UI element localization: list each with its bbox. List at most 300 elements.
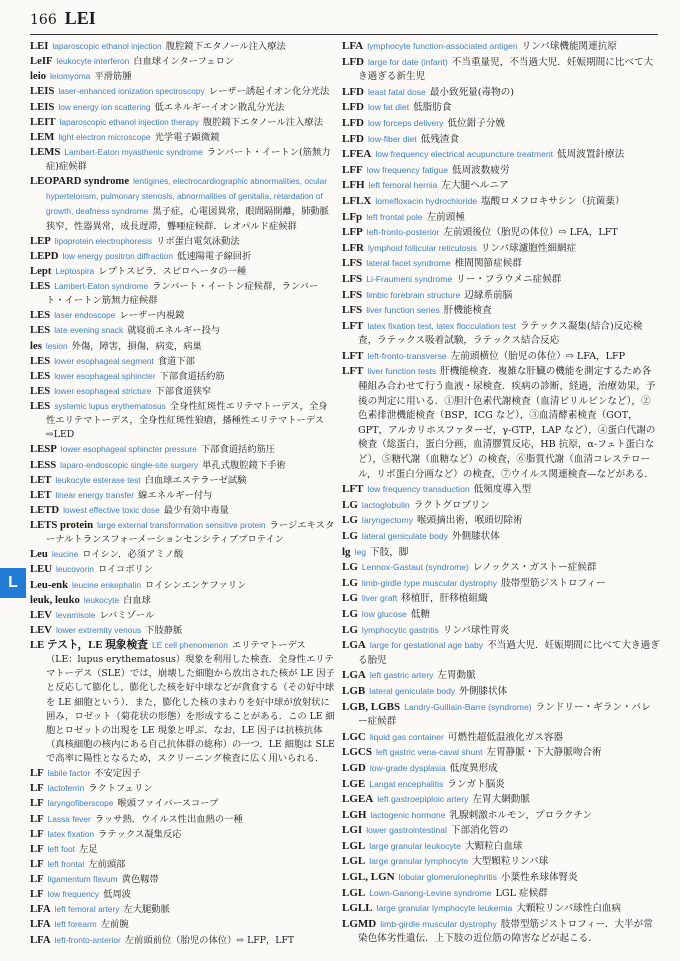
dictionary-entry: [30, 842, 336, 857]
entry-english-term: large granular leukocyte: [369, 840, 461, 851]
entry-english-term: limb-girdle muscular dystrophy: [380, 918, 497, 929]
entry-english-term: lower extremity venous: [55, 624, 142, 635]
entry-definition: リンパ球性胃炎: [442, 624, 510, 636]
dictionary-entry: [30, 796, 336, 811]
entry-abbreviation: LG: [342, 576, 358, 589]
dictionary-entry: [342, 808, 660, 824]
entry-english-term: lowest effective toxic dose: [63, 504, 160, 515]
dictionary-entry: [30, 458, 336, 473]
entry-definition: 下部消化管の: [450, 825, 509, 837]
entry-english-term: low energy positron diffraction: [62, 250, 174, 261]
entry-abbreviation: LF: [30, 827, 44, 840]
entry-abbreviation: LGL, LGN: [342, 871, 395, 884]
entry-definition: 喉頭摘出術，喉頭切除術: [417, 515, 523, 527]
dictionary-entry: [342, 303, 660, 319]
entry-definition: 乳腺刺激ホルモン，プロラクチン: [449, 809, 593, 821]
dictionary-entry: [342, 132, 660, 148]
dictionary-entry: [342, 364, 660, 482]
dictionary-entry: [342, 288, 660, 304]
entry-abbreviation: LGA: [342, 669, 366, 682]
entry-definition: ランバート・イートン症候群，ランバート・イートン筋無力症候群: [46, 281, 319, 307]
entry-definition: ラージエキスターナルトランスフォーメーションセンシティブプロテイン: [46, 520, 335, 546]
entry-abbreviation: LFA: [30, 903, 51, 916]
entry-definition: ランガト脳炎: [447, 778, 505, 790]
entry-abbreviation: LGD: [342, 761, 366, 774]
entry-definition: ロイシン．必須アミノ酸: [82, 549, 184, 561]
entry-abbreviation: LEP: [30, 234, 51, 247]
entry-english-term: lower esophageal sphincter pressure: [60, 444, 197, 455]
entry-english-term: latex fixation: [47, 828, 94, 839]
entry-definition: 黒子症，心電図異常，眼間隔開離，肺動脈狭窄，性器異常，成長遅滞，聾唖症候群．レオパルド症候群: [46, 206, 329, 232]
entry-abbreviation: LEIT: [30, 115, 56, 128]
entry-english-term: left gastric vena-caval shunt: [375, 747, 483, 758]
entry-definition: 食道下部: [157, 355, 195, 367]
entry-english-term: left gastroepiploic artery: [377, 794, 469, 805]
entry-english-term: low-grade dysplasia: [369, 762, 446, 773]
entry-definition: 黄色靱帯: [121, 874, 159, 885]
thumb-index-tab: L: [0, 568, 26, 598]
entry-english-term: lobular glomerulonephritis: [398, 872, 497, 883]
entry-english-term: large for gestational age baby: [369, 640, 484, 651]
entry-english-term: left frontal: [47, 858, 85, 869]
entry-english-term: Lown-Ganong-Levine syndrome: [369, 887, 492, 898]
dictionary-entry: [342, 839, 660, 855]
dictionary-entry: [30, 39, 336, 54]
entry-abbreviation: LFP: [342, 226, 363, 239]
entry-definition: 最少有効中毒量: [163, 504, 229, 516]
entry-english-term: left-fronto-anterior: [54, 934, 121, 945]
entry-definition: 左前頭極: [426, 211, 465, 223]
entry-abbreviation: LF: [30, 888, 44, 901]
entry-definition: 低エネルギーイオン散乱分光法: [154, 101, 285, 113]
entry-definition: ランドリー・ギラン・バレー症候群: [358, 701, 651, 728]
dictionary-entry: [342, 349, 660, 365]
entry-english-term: lentigines, electrocardiographic abnormalities, ocular hypertelorism, pulmonary stenosis, abnormalities of genitalia, retardation of growth, deafness syndrome: [46, 176, 328, 217]
entry-english-term: left frontal pole: [366, 211, 423, 222]
entry-english-term: LE cell phenomenon: [151, 640, 228, 650]
entry-definition: 外傷，障害，損傷，病変，病巣: [71, 340, 202, 352]
dictionary-entry: [30, 593, 336, 608]
dictionary-entry: [342, 684, 660, 700]
entry-english-term: lateral geniculate body: [369, 685, 456, 696]
entry-abbreviation: LF: [30, 797, 44, 810]
dictionary-entry: [342, 745, 660, 761]
entry-english-term: systemic lupus erythematosus: [54, 401, 166, 411]
entry-definition: 下部食道狭窄: [155, 385, 212, 397]
dictionary-entry: [342, 777, 660, 793]
dictionary-entry: [342, 55, 660, 85]
entry-english-term: large for date (infant): [368, 56, 448, 67]
dictionary-entry: [30, 518, 336, 547]
dictionary-entry: [30, 100, 336, 115]
dictionary-entry: [342, 163, 660, 179]
entry-abbreviation: LFS: [342, 257, 363, 270]
entry-english-term: low forceps delivery: [368, 117, 444, 128]
dictionary-entry: [30, 857, 336, 872]
entry-definition: 低周波数疲労: [452, 164, 510, 176]
entry-abbreviation: LF: [30, 782, 44, 795]
entry-abbreviation: Leu: [30, 548, 48, 561]
dictionary-entry: [342, 560, 660, 576]
entry-english-term: Leptospira: [55, 265, 95, 276]
entry-abbreviation: LFT: [342, 365, 364, 378]
entry-english-term: low glucose: [361, 608, 407, 619]
entry-abbreviation: LG: [342, 514, 358, 527]
entry-definition: 白血球: [123, 594, 151, 606]
dictionary-entry: [342, 638, 660, 668]
entry-definition: レーザー内視鏡: [119, 310, 185, 322]
dictionary-entry: [342, 319, 660, 349]
entry-definition: 低脂肪食: [413, 102, 452, 114]
entry-abbreviation: LES: [30, 369, 51, 382]
entry-english-term: latex fixation test, latex flocculation test: [367, 320, 516, 331]
entry-definition: ロイコボリン: [97, 564, 154, 576]
entry-definition: レノックス・ガストー症候群: [472, 562, 597, 574]
entry-abbreviation: LEU: [30, 563, 52, 576]
entry-definition: レバミゾール: [99, 609, 155, 621]
dictionary-entry: [30, 279, 336, 308]
entry-definition: 大型顆粒リンパ球: [472, 856, 549, 868]
entry-english-term: levamisole: [55, 609, 96, 620]
entry-english-term: Li-Fraumeni syndrome: [366, 273, 453, 284]
entry-english-term: leiomyoma: [50, 71, 91, 82]
entry-abbreviation: LFS: [342, 288, 363, 301]
entry-abbreviation: LES: [30, 384, 51, 397]
entry-english-term: left foot: [47, 843, 75, 854]
dictionary-entry: [30, 488, 336, 503]
page-header: [30, 8, 96, 32]
entry-abbreviation: LGCS: [342, 746, 372, 759]
dictionary-entry: [342, 545, 660, 561]
entry-abbreviation: LES: [30, 400, 51, 412]
entry-definition: 全身性紅斑性エリテマトーデス，全身性エリテマトーデス，全身性紅斑性狼瘡，播種性エリテマトーデス⇨LED: [46, 401, 328, 441]
dictionary-entry: [342, 792, 660, 808]
dictionary-entry: [342, 272, 660, 288]
entry-abbreviation: LETD: [30, 503, 60, 516]
entry-definition: 椎間関節症候群: [454, 258, 522, 270]
entry-definition: 外側膝状体: [459, 685, 508, 697]
entry-english-term: ligamentum flavum: [47, 874, 118, 884]
entry-definition: 低周波: [103, 889, 131, 901]
entry-abbreviation: LF: [30, 812, 44, 825]
entry-abbreviation: LETS protein: [30, 519, 94, 531]
entry-definition: レプトスピラ．スピロヘータの一種: [98, 265, 247, 277]
dictionary-entry: [30, 933, 336, 948]
entry-english-term: lomefloxacin hydrochloride: [375, 195, 478, 206]
entry-definition: 不当重量児，不当過大児．妊娠期間に比べて大き過ぎる新生児: [358, 56, 654, 83]
entry-abbreviation: LGLL: [342, 902, 373, 915]
entry-abbreviation: LFD: [342, 85, 364, 98]
entry-abbreviation: LFT: [342, 319, 364, 332]
dictionary-entry: [30, 249, 336, 264]
entry-abbreviation: LGI: [342, 824, 363, 837]
entry-definition: エリテマトーデス（LE：lupus erythematosus）現象を利用した検査．全身性エリテマトーデス（SLE）では，崩壊した細胞から放出された核が LE 因子と反応して膨化し，膨化した核を好中球などが貪食する（その好中球を LE 細胞という）．また，膨化した核のまわりを好中球が放射状に囲み，ロゼット（菊花状の形態）を形成することがある．この LE 細胞とロゼットの出現を LE 現象と呼ぶ．なお，LE 因子は抗核抗体（真核細胞の核内にある自己抗体群の総称）の一つ．LE 細胞は SLE で高率に陽性となるため，スクリーニング検査に広く用いられる．: [46, 640, 335, 764]
entry-definition: 低頻度導入型: [473, 484, 532, 496]
entry-definition: 光学電子顕微鏡: [154, 131, 220, 143]
entry-abbreviation: lg: [342, 545, 351, 558]
entry-english-term: lower esophageal sphincter: [54, 370, 156, 381]
dictionary-entry: [342, 730, 660, 746]
dictionary-entry: [342, 482, 660, 498]
entry-definition: 左前頭部: [88, 858, 126, 870]
entry-definition: 肢帯型筋ジストロフィー: [501, 577, 606, 589]
entry-definition: リンパ球機能関連抗原: [521, 41, 617, 52]
entry-english-term: leukocyte: [83, 594, 120, 605]
dictionary-entry: [30, 234, 336, 249]
entry-abbreviation: LG: [342, 607, 358, 620]
dictionary-entry: [342, 623, 660, 639]
entry-definition: 左大腿動脈: [123, 904, 170, 916]
dictionary-entry: [30, 339, 336, 354]
entry-abbreviation: LEV: [30, 608, 52, 621]
entry-english-term: left femoral hernia: [368, 180, 438, 191]
entry-english-term: liquid gas container: [369, 731, 444, 742]
entry-english-term: low energy ion scattering: [58, 101, 151, 112]
right-column: [342, 39, 660, 947]
entry-english-term: liver graft: [361, 593, 398, 604]
entry-abbreviation: LF: [30, 857, 44, 870]
entry-abbreviation: LFR: [342, 241, 364, 254]
entry-definition: 不当過大児．妊娠期間に比べて大き過ぎる胎児: [358, 640, 660, 666]
entry-abbreviation: LF: [30, 842, 44, 855]
entry-english-term: leucovorin: [55, 564, 94, 575]
entry-english-term: left forearm: [54, 919, 97, 930]
entry-abbreviation: LGB, LGBS: [342, 700, 401, 713]
entry-english-term: Langat encephalitis: [369, 778, 444, 789]
entry-abbreviation: LEMS: [30, 145, 61, 158]
entry-abbreviation: LF: [30, 767, 44, 780]
entry-english-term: leukocyte esterase test: [55, 474, 141, 485]
entry-abbreviation: LGL: [342, 839, 366, 852]
entry-definition: LGL 症候群: [495, 887, 548, 899]
entry-english-term: Lassa fever: [47, 813, 91, 824]
entry-english-term: lymphocytic gastritis: [361, 624, 439, 635]
dictionary-entry: [30, 917, 336, 932]
dictionary-entry: [342, 917, 660, 947]
entry-abbreviation: LEPD: [30, 249, 59, 262]
entry-english-term: lactoferrin: [47, 783, 85, 794]
entry-english-term: large granular lymphocyte leukemia: [376, 903, 513, 914]
dictionary-entry: [342, 241, 660, 257]
entry-abbreviation: LG: [342, 592, 358, 605]
entry-abbreviation: LGL: [342, 855, 366, 868]
dictionary-entry: [30, 638, 336, 766]
dictionary-entry: [30, 608, 336, 623]
dictionary-entry: [342, 591, 660, 607]
entry-abbreviation: LFLX: [342, 194, 372, 207]
entry-abbreviation: LGC: [342, 730, 366, 743]
entry-abbreviation: LES: [30, 280, 51, 292]
dictionary-entry: [30, 902, 336, 917]
entry-definition: ロイシンエンケファリン: [145, 579, 247, 591]
entry-english-term: large external transformation sensitive protein: [97, 520, 266, 530]
entry-english-term: laser-enhanced ionization spectroscopy: [58, 86, 205, 97]
dictionary-entry: [30, 130, 336, 145]
entry-abbreviation: Leu-enk: [30, 578, 69, 591]
guide-word: LEI: [64, 8, 96, 28]
entry-definition: ラクトグロブリン: [413, 499, 490, 511]
entry-abbreviation: LEI: [30, 40, 49, 52]
entry-definition: レーザー誘起イオン化分光法: [208, 86, 330, 98]
entry-definition: 小葉性糸球体腎炎: [500, 872, 578, 884]
entry-definition: 下肢，脚: [370, 546, 409, 558]
entry-abbreviation: LEOPARD syndrome: [30, 175, 130, 188]
dictionary-entry: [342, 498, 660, 514]
entry-abbreviation: leio: [30, 70, 47, 83]
entry-abbreviation: LGA: [342, 639, 366, 652]
dictionary-entry: [342, 256, 660, 272]
entry-definition: 下部食道括約筋圧: [200, 444, 276, 456]
entry-definition: 低位鉗子分娩: [447, 117, 506, 129]
header-rule: [30, 34, 658, 35]
entry-english-term: laryngofiberscope: [47, 798, 114, 809]
entry-abbreviation: LES: [30, 354, 51, 367]
entry-definition: 肝機能検査: [443, 305, 492, 317]
entry-definition: 左前頭横位（胎児の体位）⇨ LFA，LFP: [450, 350, 626, 362]
entry-english-term: low frequency electrical acupuncture treatment: [375, 149, 554, 160]
entry-english-term: liver function tests: [367, 366, 437, 377]
entry-english-term: left gastric artery: [369, 670, 434, 681]
dictionary-entry: [30, 578, 336, 593]
dictionary-entry: [342, 513, 660, 529]
entry-definition: 左足: [79, 843, 98, 855]
entry-definition: 移植肝，肝移植組織: [401, 593, 488, 605]
left-column: [30, 39, 336, 948]
entry-abbreviation: LFT: [342, 483, 364, 496]
dictionary-entry: [342, 225, 660, 241]
entry-english-term: left-fronto-transverse: [367, 350, 447, 361]
entry-english-term: Lennox-Gastaut (syndrome): [361, 562, 469, 573]
entry-definition: 左前頭前位（胎児の体位）⇨ LFP，LFT: [124, 934, 295, 946]
dictionary-entry: [30, 308, 336, 323]
dictionary-entry: [342, 761, 660, 777]
entry-definition: 就寝前エネルギー投与: [127, 325, 221, 337]
entry-english-term: Lambert-Eaton syndrome: [54, 281, 149, 291]
entry-abbreviation: les: [30, 339, 42, 352]
entry-abbreviation: LES: [30, 309, 51, 322]
entry-definition: 左大腿ヘルニア: [441, 180, 509, 192]
dictionary-entry: [30, 872, 336, 887]
entry-definition: 低周波置針療法: [557, 149, 625, 161]
dictionary-entry: [30, 503, 336, 518]
entry-definition: 左前腕: [100, 919, 129, 931]
dictionary-entry: [30, 174, 336, 234]
entry-abbreviation: LGMD: [342, 917, 377, 930]
entry-english-term: laparoscopic ethanol injection: [52, 41, 162, 51]
entry-abbreviation: LEM: [30, 130, 55, 143]
dictionary-entry: [342, 870, 660, 886]
entry-definition: ラッサ熱．ウイルス性出血熱の一種: [94, 813, 243, 825]
entry-abbreviation: LET: [30, 473, 52, 486]
entry-english-term: labile factor: [47, 768, 91, 779]
entry-abbreviation: LEIS: [30, 100, 55, 113]
dictionary-entry: [30, 473, 336, 488]
entry-definition: ランバート・イートン(筋無力症)症候群: [46, 146, 331, 172]
dictionary-entry: [30, 264, 336, 279]
dictionary-entry: [342, 576, 660, 592]
entry-abbreviation: LFS: [342, 304, 363, 317]
dictionary-entry: [30, 781, 336, 796]
dictionary-entry: [342, 901, 660, 917]
page-number: 166: [30, 12, 57, 28]
entry-english-term: leg: [354, 546, 367, 557]
entry-abbreviation: LFD: [342, 116, 364, 129]
entry-definition: 低残渣食: [420, 133, 460, 145]
entry-abbreviation: LFA: [342, 40, 364, 52]
entry-abbreviation: LFD: [342, 132, 364, 145]
entry-english-term: low frequency fatigue: [366, 164, 448, 175]
entry-english-term: low frequency transduction: [367, 484, 470, 495]
entry-abbreviation: LFA: [30, 933, 51, 946]
dictionary-entry: [30, 145, 336, 174]
entry-abbreviation: LGH: [342, 808, 367, 821]
entry-abbreviation: LG: [342, 530, 358, 542]
entry-definition: 最小致死量(毒物の): [429, 86, 515, 98]
entry-english-term: lower esophageal stricture: [54, 385, 152, 396]
entry-definition: 単孔式腹腔鏡下手術: [202, 459, 286, 471]
entry-abbreviation: LGEA: [342, 793, 374, 806]
entry-abbreviation: LFp: [342, 210, 363, 223]
entry-abbreviation: LFD: [342, 101, 364, 114]
entry-abbreviation: LESP: [30, 443, 57, 456]
entry-abbreviation: LFH: [342, 179, 365, 192]
dictionary-entry: [342, 886, 660, 902]
entry-definition: 線エネルギー付与: [138, 489, 213, 501]
dictionary-entry: [30, 623, 336, 638]
entry-abbreviation: LGL: [342, 886, 366, 899]
entry-english-term: leukocyte interferon: [56, 56, 130, 67]
dictionary-entry: [30, 384, 336, 399]
entry-abbreviation: leuk, leuko: [30, 593, 80, 606]
entry-definition: 外側膝状体: [451, 531, 500, 542]
entry-definition: 喉頭ファイバースコープ: [117, 798, 219, 810]
entry-definition: 白血球インターフェロン: [133, 56, 235, 68]
dictionary-entry: [30, 354, 336, 369]
entry-english-term: limb-girdle type muscular dystrophy: [361, 577, 498, 588]
entry-definition: 腹腔鏡下エタノール注入療法: [202, 116, 324, 128]
dictionary-entry: [30, 369, 336, 384]
entry-english-term: lateral geniculate body: [361, 531, 448, 541]
dictionary-entry: [30, 54, 336, 69]
dictionary-entry: [30, 399, 336, 442]
entry-english-term: least fatal dose: [368, 86, 426, 97]
entry-english-term: lateral facet syndrome: [366, 258, 451, 269]
entry-definition: 左胃静脈・下大静脈吻合術: [486, 747, 602, 759]
entry-definition: 平滑筋腫: [94, 71, 132, 83]
dictionary-entry: [342, 116, 660, 132]
entry-definition: 低速陽電子線回折: [177, 250, 252, 262]
entry-definition: 下肢静脈: [145, 624, 183, 636]
entry-english-term: left-fronto-posterior: [366, 227, 440, 238]
entry-english-term: late evening snack: [54, 325, 124, 336]
dictionary-entry: [30, 69, 336, 84]
dictionary-entry: [30, 442, 336, 457]
entry-english-term: low-fiber diet: [368, 133, 417, 144]
entry-definition: リー・フラウメニ症候群: [456, 273, 562, 285]
entry-definition: 辺縁系前脳: [464, 289, 513, 301]
entry-definition: 肝機能検査．複雑な肝臓の機能を測定するため各種組み合わせて行う血液・尿検査．疾病の診断，経過，治療効果，予後の判定に用いる．①胆汁色素代謝検査（血清ビリルビンなど），②色素排泄機能検査（BSP，ICG など），③血清酵素検査（GOT，GPT，アルカリホスファターゼ，γ-GTP，LAP など），④蛋白代謝の検査（総蛋白，蛋白分画，血清膠質反応，HB 抗原，α-フェト蛋白など），⑤糖代謝（血糖など）の検査，⑥脂質代謝（血清コレステロール，リポ蛋白分画など）の検査，⑦ウイルス関連検査—などがある．: [358, 366, 656, 480]
entry-english-term: laparoscopic ethanol injection therapy: [59, 116, 199, 127]
entry-abbreviation: LeIF: [30, 55, 53, 68]
entry-definition: 大顆粒リンパ球性白血病: [516, 903, 622, 915]
entry-abbreviation: LGE: [342, 777, 366, 790]
entry-english-term: lactogenic hormone: [370, 809, 446, 820]
entry-abbreviation: LEV: [30, 623, 52, 636]
entry-english-term: lymphocyte function-associated antigen: [367, 41, 518, 51]
entry-definition: 大顆粒白血球: [464, 840, 523, 852]
entry-abbreviation: LEIS: [30, 85, 55, 98]
dictionary-entry: [30, 115, 336, 130]
